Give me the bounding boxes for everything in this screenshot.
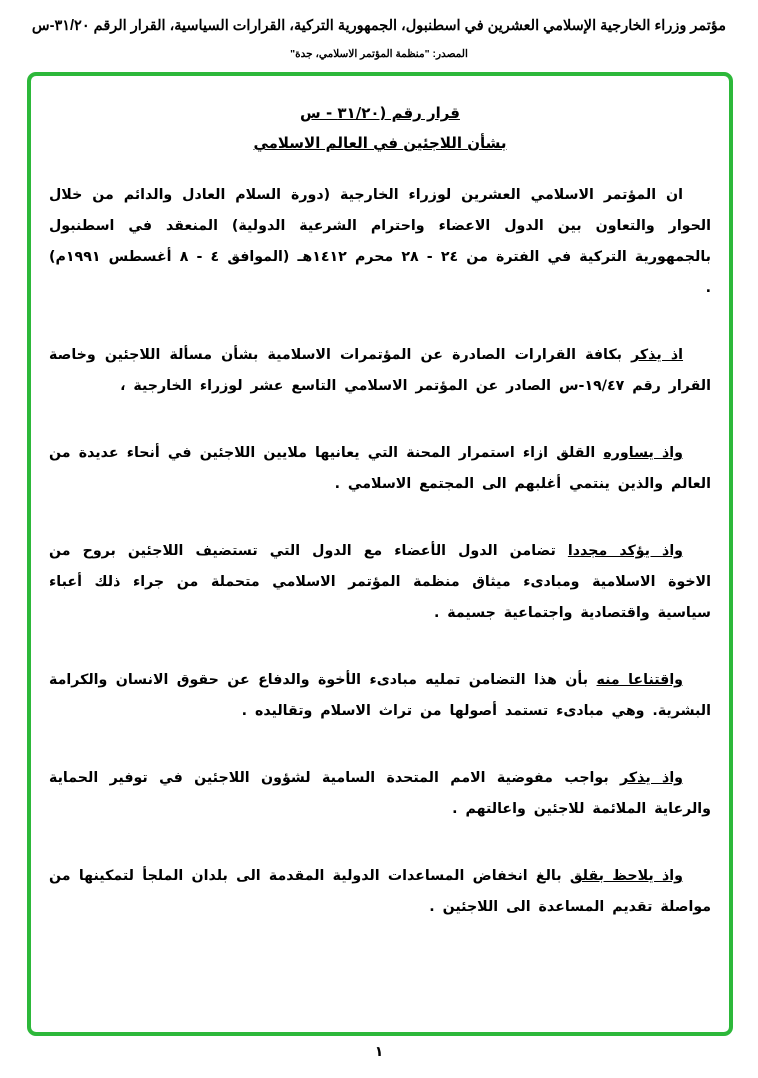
paragraph-text: ان المؤتمر الاسلامي العشرين لوزراء الخارجية (دورة السلام العادل والدائم من خلال الحوار والتعاون بين الدول الاعضاء واحترام الشرعية الدولية) المنعقد في اسطنبول بالجمهورية التركية في الفترة من ٢٤ - ٢٨ محرم ١٤١٢هـ (الموافق ٤ - ٨ أغسطس ١٩٩١م) . [49, 187, 711, 296]
paragraph-text: القلق ازاء استمرار المحنة التي يعانيها ملايين اللاجئين في أنحاء عديدة من العالم والذين ينتمي أغلبهم الى المجتمع الاسلامي . [49, 445, 711, 492]
resolution-title: قرار رقم (٣١/٢٠ - س [300, 104, 460, 122]
document-header-title: مؤتمر وزراء الخارجية الإسلامي العشرين في اسطنبول، الجمهورية التركية، القرارات السياسية، القرار الرقم ٣١/٢٠-س [31, 18, 727, 34]
paragraph-lead: واذ يلاحظ بقلق [569, 868, 683, 884]
resolution-subtitle: بشأن اللاجئين في العالم الاسلامي [253, 134, 507, 152]
paragraph-lead: اذ يذكر [631, 347, 684, 363]
paragraph-lead: واذ يساوره [603, 445, 683, 461]
resolution-frame [27, 72, 733, 1036]
paragraph [49, 438, 711, 500]
document-source: المصدر: "منظمة المؤتمر الاسلامي، جدة" [290, 48, 468, 60]
paragraph-text: بكافة القرارات الصادرة عن المؤتمرات الاسلامية بشأن مسألة اللاجئين وخاصة القرار رقم ١٩/٤٧-س الصادر عن المؤتمر الاسلامي التاسع عشر لوزراء الخارجية ، [49, 347, 711, 394]
paragraph-lead: واذ يذكر [620, 770, 683, 786]
paragraph-lead: واذ يؤكد مجددا [567, 543, 684, 559]
page-number: ١ [374, 1044, 384, 1060]
paragraph-text: تضامن الدول الأعضاء مع الدول التي تستضيف اللاجئين بروح من الاخوة الاسلامية ومبادىء ميثاق منظمة المؤتمر الاسلامي متحملة من جراء ذلك أعباء سياسية واقتصادية واجتماعية جسيمة . [49, 543, 711, 621]
paragraph [49, 665, 711, 727]
paragraph [49, 763, 711, 825]
paragraph [49, 180, 711, 304]
paragraph-lead: واقتناعا منه [596, 672, 683, 688]
paragraph-text: بواجب مفوضية الامم المتحدة السامية لشؤون اللاجئين في توفير الحماية والرعاية الملائمة للاجئين واعالتهم . [49, 770, 711, 817]
resolution-body [49, 180, 711, 959]
paragraph [49, 861, 711, 923]
paragraph-text: بالغ انخفاض المساعدات الدولية المقدمة الى بلدان الملجأ لتمكينها من مواصلة تقديم المساعدة الى اللاجئين . [49, 868, 711, 915]
paragraph [49, 536, 711, 629]
paragraph [49, 340, 711, 402]
paragraph-text: بأن هذا التضامن تمليه مبادىء الأخوة والدفاع عن حقوق الانسان والكرامة البشرية. وهي مبادىء تستمد أصولها من تراث الاسلام وتقاليده . [49, 672, 711, 719]
